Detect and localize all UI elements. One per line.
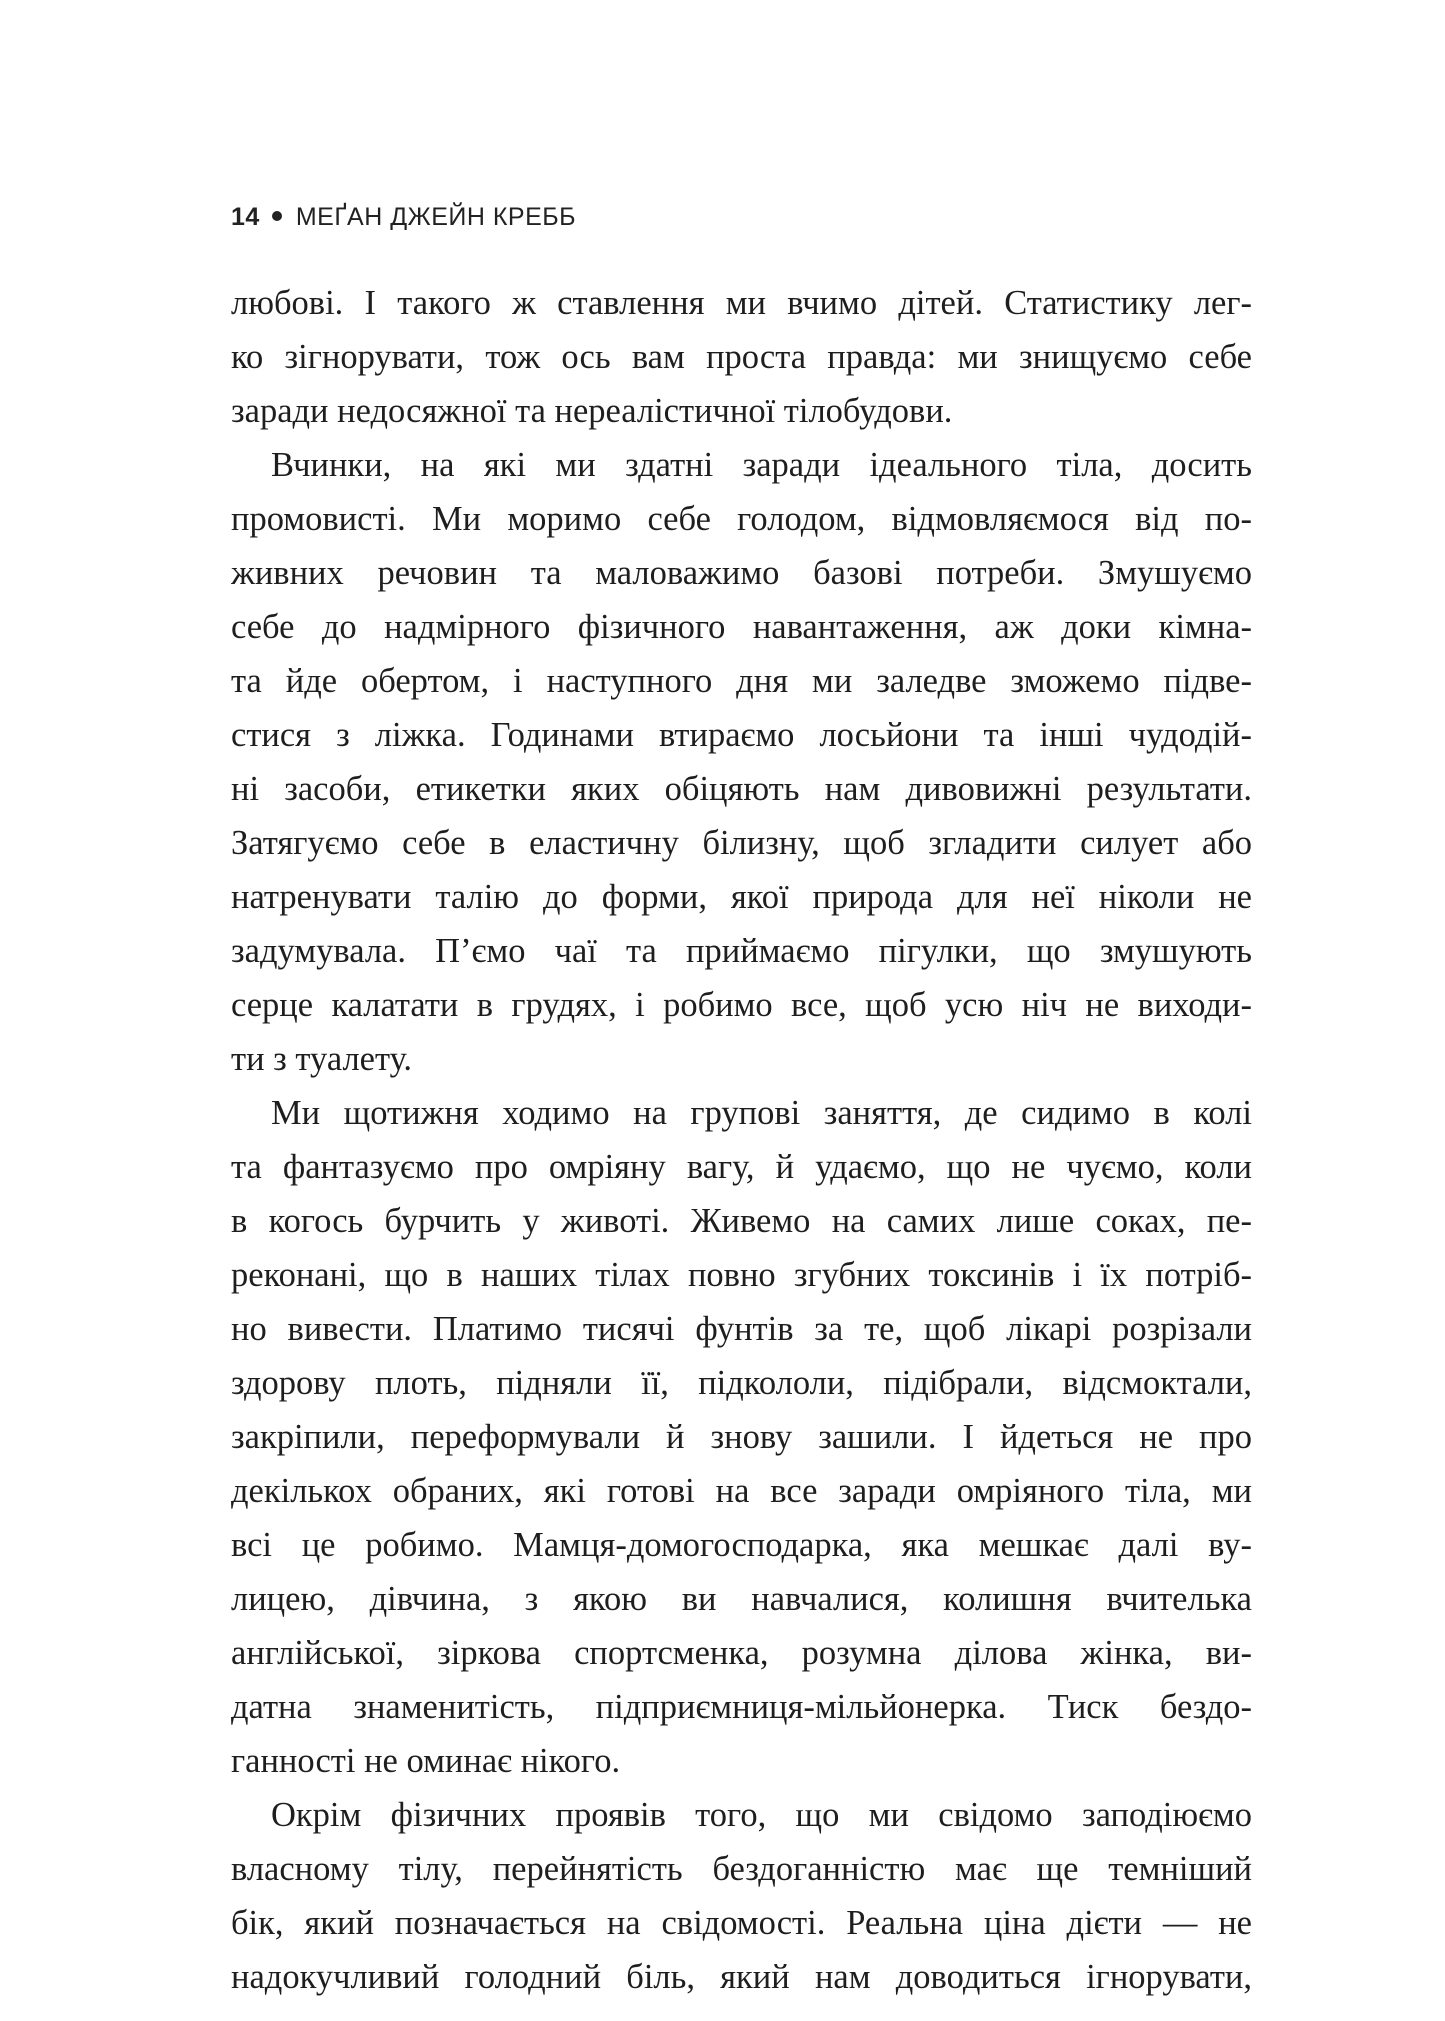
- body-text: [231, 276, 1252, 2004]
- text-line: лицею, дівчина, з якою ви навчалися, колишня вчителька: [231, 1580, 1252, 1618]
- text-line: Окрім фізичних проявів того, що ми свідомо заподіюємо: [271, 1796, 1252, 1834]
- text-line: декількох обраних, які готові на все заради омріяного тіла, ми: [231, 1472, 1252, 1510]
- text-line: ганності не оминає нікого.: [231, 1742, 621, 1780]
- text-line: любові. І такого ж ставлення ми вчимо дітей. Статистику лег-: [231, 284, 1252, 322]
- text-line: всі це робимо. Мамця-домогосподарка, яка мешкає далі ву-: [231, 1526, 1252, 1564]
- text-line: стися з ліжка. Годинами втираємо лосьйони та інші чудодій-: [231, 716, 1252, 754]
- text-line: бік, який позначається на свідомості. Реальна ціна дієти — не: [231, 1904, 1252, 1942]
- bullet-separator-icon: [272, 211, 282, 221]
- text-line: Ми щотижня ходимо на групові заняття, де сидимо в колі: [271, 1094, 1252, 1132]
- page-number: 14: [231, 203, 260, 231]
- text-line: власному тілу, перейнятість бездоганністю має ще темніший: [231, 1850, 1252, 1888]
- text-line: но вивести. Платимо тисячі фунтів за те, щоб лікарі розрізали: [231, 1310, 1252, 1348]
- text-line: реконані, що в наших тілах повно згубних токсинів і їх потріб-: [231, 1256, 1252, 1294]
- text-line: та фантазуємо про омріяну вагу, й удаємо, що не чуємо, коли: [231, 1148, 1252, 1186]
- text-line: ні засоби, етикетки яких обіцяють нам дивовижні результати.: [231, 770, 1252, 808]
- author-name: МЕҐАН ДЖЕЙН КРЕББ: [295, 203, 577, 231]
- text-line: заради недосяжної та нереалістичної тілобудови.: [231, 392, 953, 430]
- text-line: ти з туалету.: [231, 1040, 413, 1078]
- text-line: в когось бурчить у животі. Живемо на самих лише соках, пе-: [231, 1202, 1252, 1240]
- text-line: Затягуємо себе в еластичну білизну, щоб згладити силует або: [231, 824, 1252, 862]
- text-line: серце калатати в грудях, і робимо все, щоб усю ніч не виходи-: [231, 986, 1252, 1024]
- running-header: [231, 200, 576, 234]
- text-line: надокучливий голодний біль, який нам доводиться ігнорувати,: [231, 1958, 1252, 1996]
- text-line: закріпили, переформували й знову зашили. І йдеться не про: [231, 1418, 1252, 1456]
- text-line: ко зігнорувати, тож ось вам проста правда: ми знищуємо себе: [231, 338, 1252, 376]
- text-line: натренувати талію до форми, якої природа для неї ніколи не: [231, 878, 1252, 916]
- text-line: англійської, зіркова спортсменка, розумна ділова жінка, ви-: [231, 1634, 1252, 1672]
- text-line: задумувала. П’ємо чаї та приймаємо пігулки, що змушують: [231, 932, 1252, 970]
- text-line: живних речовин та маловажимо базові потреби. Змушуємо: [231, 554, 1252, 592]
- text-line: здорову плоть, підняли її, підкололи, підібрали, відсмоктали,: [231, 1364, 1252, 1402]
- text-line: промовисті. Ми моримо себе голодом, відмовляємося від по-: [231, 500, 1252, 538]
- text-line: та йде обертом, і наступного дня ми заледве зможемо підве-: [231, 662, 1252, 700]
- text-line: себе до надмірного фізичного навантаження, аж доки кімна-: [231, 608, 1252, 646]
- text-line: датна знаменитість, підприємниця-мільйонерка. Тиск бездо-: [231, 1688, 1252, 1726]
- text-line: Вчинки, на які ми здатні заради ідеального тіла, досить: [271, 446, 1252, 484]
